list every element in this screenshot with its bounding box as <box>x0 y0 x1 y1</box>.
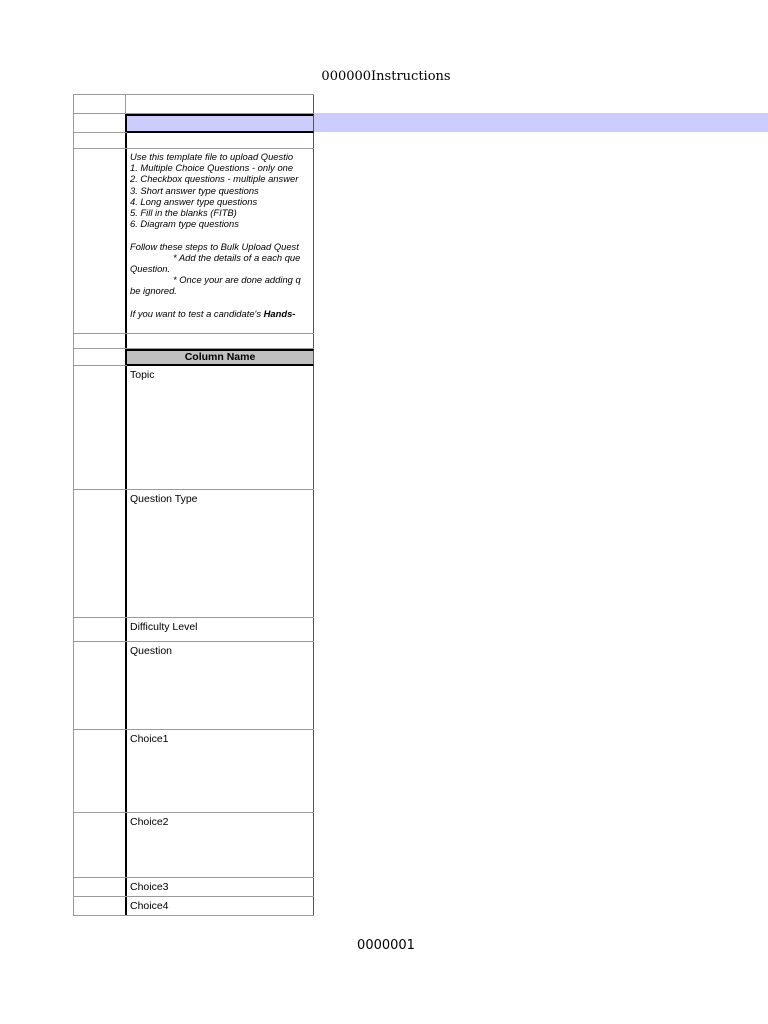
instruction-line: 1. Multiple Choice Questions - only one <box>130 162 294 174</box>
row-gutter <box>74 334 127 348</box>
row-gutter <box>74 878 127 896</box>
instruction-line: Follow these steps to Bulk Upload Quest <box>130 240 299 252</box>
row-gutter <box>74 95 126 113</box>
row-gutter <box>74 730 127 812</box>
row-gutter <box>74 149 127 333</box>
column-name-cell[interactable]: Topic <box>127 366 314 489</box>
table-row <box>74 897 314 916</box>
row-gutter <box>74 490 127 617</box>
empty-cell[interactable] <box>127 133 314 148</box>
table-row <box>74 813 314 878</box>
instruction-line: 6. Diagram type questions <box>130 218 239 230</box>
instruction-line: Use this template file to upload Questio <box>130 151 294 162</box>
page-title: 000000Instructions <box>321 69 451 84</box>
empty-cell[interactable] <box>126 95 314 113</box>
table-row <box>74 730 314 813</box>
spreadsheet <box>73 94 314 916</box>
column-name-cell[interactable]: Choice4 <box>127 897 314 915</box>
row-gutter <box>74 642 127 729</box>
column-name-cell[interactable]: Choice1 <box>127 730 314 812</box>
row-gutter <box>74 618 127 641</box>
sheet-row <box>74 114 314 133</box>
sheet-row <box>74 349 314 366</box>
instruction-line: * Once your are done adding q <box>173 274 301 286</box>
instruction-text: If you want to test a candidate's <box>130 307 264 319</box>
instruction-gap <box>130 229 310 240</box>
instruction-line: 5. Fill in the blanks (FITB) <box>130 206 237 218</box>
title-band-cell[interactable] <box>127 114 314 133</box>
column-name-cell[interactable]: Question Type <box>127 490 314 617</box>
row-gutter <box>74 114 127 132</box>
instruction-bold-text: Hands- <box>263 307 296 319</box>
instruction-line: be ignored. <box>130 285 177 297</box>
table-row <box>74 490 314 618</box>
instruction-line-final <box>130 308 310 319</box>
column-name-header[interactable]: Column Name <box>127 349 314 366</box>
sheet-row <box>74 133 314 149</box>
column-name-cell[interactable]: Choice3 <box>127 878 314 896</box>
instruction-line: 2. Checkbox questions - multiple answer <box>130 173 299 185</box>
instructions-cell[interactable] <box>127 149 314 333</box>
column-name-cell[interactable]: Difficulty Level <box>127 618 314 641</box>
column-name-cell[interactable]: Choice2 <box>127 813 314 877</box>
table-row <box>74 366 314 490</box>
row-gutter <box>74 897 127 915</box>
row-gutter <box>74 813 127 877</box>
empty-cell[interactable] <box>127 334 314 348</box>
sheet-row <box>74 149 314 334</box>
row-gutter <box>74 133 127 148</box>
table-row <box>74 878 314 897</box>
instruction-line: 3. Short answer type questions <box>130 184 259 196</box>
header-band-fill <box>313 113 768 132</box>
instruction-line: Question. <box>130 262 171 274</box>
table-row <box>74 642 314 730</box>
sheet-row <box>74 94 314 114</box>
instruction-gap <box>130 296 310 307</box>
row-gutter <box>74 349 127 365</box>
instruction-line: * Add the details of a each que <box>173 251 301 263</box>
column-name-cell[interactable]: Question <box>127 642 314 729</box>
row-gutter <box>74 366 127 489</box>
table-row <box>74 618 314 642</box>
sheet-row <box>74 334 314 349</box>
instruction-line: 4. Long answer type questions <box>130 195 258 207</box>
page-number: 0000001 <box>357 938 415 953</box>
